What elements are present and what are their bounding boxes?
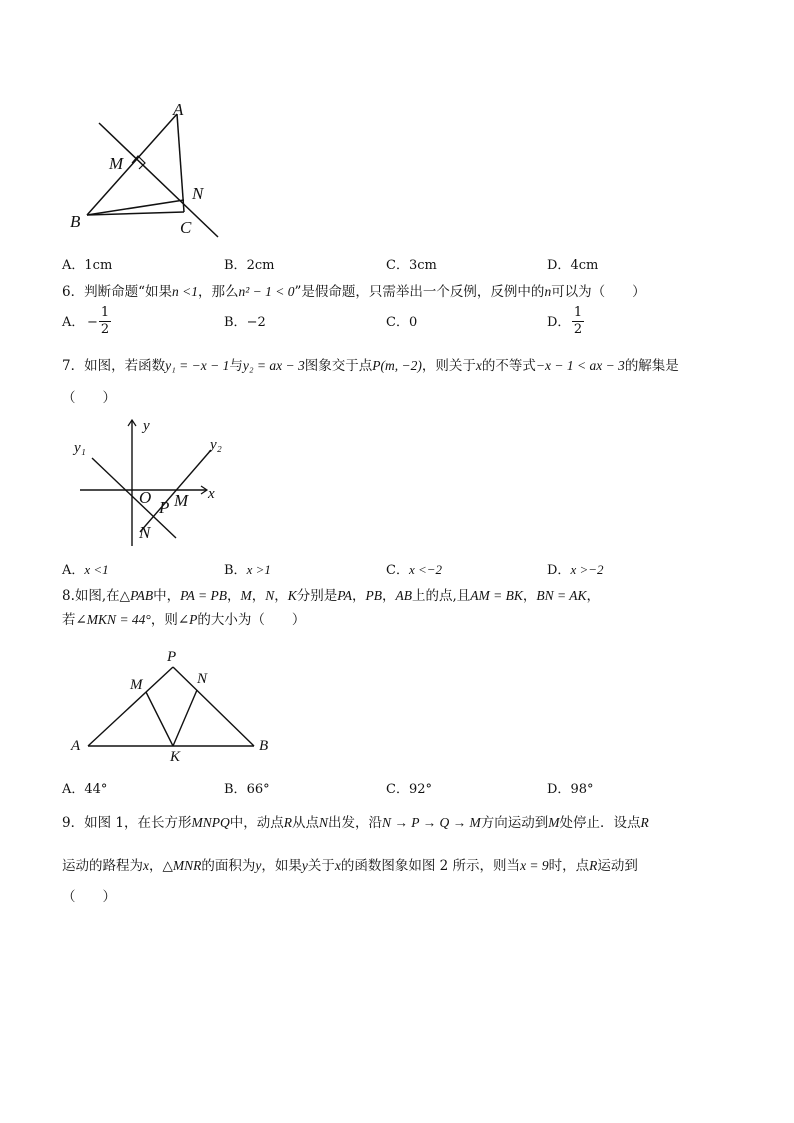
q8-option-c: C．92° xyxy=(386,782,432,797)
q5-triangle-figure xyxy=(60,95,240,245)
q6-option-a-sign: − xyxy=(87,315,98,330)
fig5-label-n: N xyxy=(192,184,204,203)
q9-answer-paren: （ ） xyxy=(62,889,116,905)
q9-question-line2: 运动的路程为x，△MNR的面积为y，如果y关于x的函数图象如图 2 所示，则当x = 9时，点R运动到 xyxy=(62,858,638,874)
fig5-label-c: C xyxy=(180,218,192,237)
q7-option-b: B．x >1 xyxy=(224,562,271,578)
fig5-label-b: B xyxy=(70,212,81,231)
fig8-label-m: M xyxy=(130,677,143,693)
q5-option-b: B．2cm xyxy=(224,258,275,273)
fig5-label-a: A xyxy=(173,100,184,119)
q6-option-d-fraction: 1 2 xyxy=(573,305,583,337)
fig8-label-n: N xyxy=(197,671,208,687)
q8-question-line1: 8.如图,在△PAB中，PA = PB，M，N，K分别是PA，PB，AB上的点,且AM = BK，BN = AK， xyxy=(62,588,601,604)
q5-option-d: D．4cm xyxy=(547,258,599,273)
q7-option-a: A．x <1 xyxy=(62,562,109,578)
fig7-label-x: x xyxy=(208,486,215,502)
fig7-label-p: P xyxy=(159,498,170,517)
fig8-label-b: B xyxy=(259,738,269,754)
fig5-label-m: M xyxy=(109,154,124,173)
fig7-label-y2: y₂ xyxy=(210,437,222,453)
q8-option-d: D．98° xyxy=(547,782,594,797)
fig7-label-m: M xyxy=(174,491,189,510)
q6-option-a-letter: A． xyxy=(62,315,85,330)
q7-answer-paren: （ ） xyxy=(62,390,116,406)
fig8-label-a: A xyxy=(71,738,81,754)
fig8-label-k: K xyxy=(170,749,181,765)
q6-option-d-letter: D． xyxy=(547,315,571,330)
q6-option-a-fraction: 1 2 xyxy=(100,305,110,337)
fig7-label-y1: y₁ xyxy=(74,440,86,456)
q8-option-b: B．66° xyxy=(224,782,270,797)
q7-option-d: D．x >−2 xyxy=(547,562,604,578)
fig7-label-y: y xyxy=(143,418,150,434)
fig7-label-o: O xyxy=(139,488,152,507)
q7-question: 7．如图，若函数y₁ = −x − 1与y₂ = ax − 3图象交于点P(m, −2)，则关于x的不等式−x − 1 < ax − 3的解集是 xyxy=(62,358,679,374)
q6-option-b: B．−2 xyxy=(224,315,266,330)
q6-question: 6．判断命题“如果n <1，那么n² − 1 < 0”是假命题，只需举出一个反例，反例中的n可以为（ ） xyxy=(62,284,646,300)
q5-option-c: C．3cm xyxy=(386,258,437,273)
q7-option-c: C．x <−2 xyxy=(386,562,443,578)
fig7-label-n: N xyxy=(139,523,151,542)
fig8-label-p: P xyxy=(167,649,177,665)
q8-question-line2: 若∠MKN = 44°，则∠P的大小为（ ） xyxy=(62,612,306,628)
q8-triangle-figure xyxy=(80,660,270,755)
q5-option-a: A．1cm xyxy=(62,258,113,273)
q8-option-a: A．44° xyxy=(62,782,108,797)
q9-question-line1: 9．如图 1，在长方形MNPQ中，动点R从点N出发，沿N → P → Q → M方向运动到M处停止．设点R xyxy=(62,815,649,831)
q6-option-c: C．0 xyxy=(386,315,418,330)
